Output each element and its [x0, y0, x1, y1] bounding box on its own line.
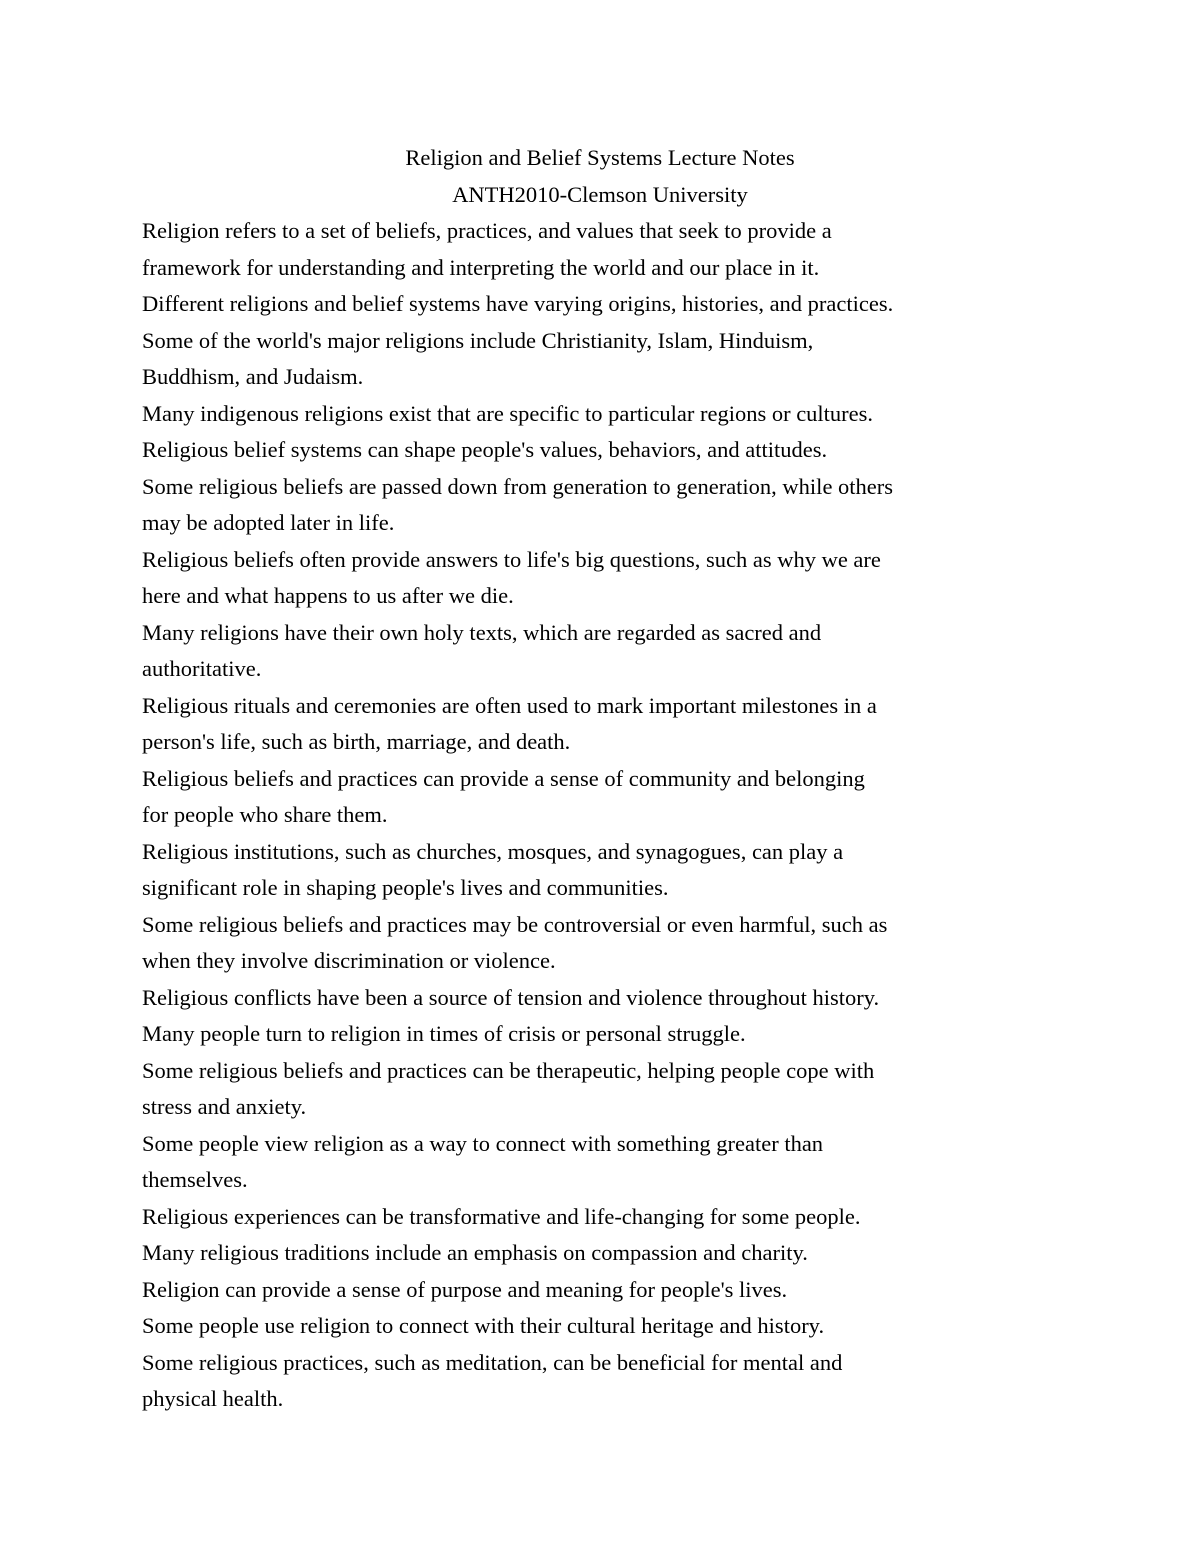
text-line: Many people turn to religion in times of crisis or personal struggle.	[142, 1021, 746, 1046]
text-line: Many indigenous religions exist that are specific to particular regions or cultures.	[142, 400, 874, 426]
text-line: Religious rituals and ceremonies are often used to mark important milestones in a	[142, 692, 877, 718]
text-line: framework for understanding and interpreting the world and our place in it.	[142, 254, 820, 280]
text-line: here and what happens to us after we die.	[142, 583, 514, 608]
text-line: Religious belief systems can shape people's values, behaviors, and attitudes.	[142, 437, 828, 462]
text-line: Many religious traditions include an emphasis on compassion and charity.	[142, 1240, 808, 1265]
text-line: Religious institutions, such as churches, mosques, and synagogues, can play a	[142, 838, 844, 864]
text-line: Some religious beliefs and practices can be therapeutic, helping people cope with	[142, 1057, 875, 1083]
text-line: Some people use religion to connect with their cultural heritage and history.	[142, 1313, 825, 1338]
document-title: Religion and Belief Systems Lecture Notes	[405, 145, 795, 170]
text-line: significant role in shaping people's lives and communities.	[142, 875, 669, 900]
text-line: Some of the world's major religions include Christianity, Islam, Hinduism,	[142, 327, 814, 353]
text-line: Religious experiences can be transformative and life-changing for some people.	[142, 1203, 861, 1229]
text-line: Some people view religion as a way to connect with something greater than	[142, 1130, 824, 1156]
text-line: Many religions have their own holy texts, which are regarded as sacred and	[142, 619, 822, 645]
text-line: authoritative.	[142, 656, 262, 681]
document-content	[142, 140, 1072, 1418]
text-line: Some religious practices, such as meditation, can be beneficial for mental and	[142, 1349, 843, 1375]
text-line: may be adopted later in life.	[142, 510, 395, 535]
text-line: Religious conflicts have been a source of tension and violence throughout history.	[142, 984, 880, 1010]
text-line: themselves.	[142, 1167, 248, 1192]
document-subtitle: ANTH2010-Clemson University	[452, 181, 748, 207]
text-line: stress and anxiety.	[142, 1094, 307, 1119]
text-line: physical health.	[142, 1386, 284, 1411]
text-line: Some religious beliefs and practices may be controversial or even harmful, such as	[142, 911, 888, 937]
document-header	[0, 140, 1200, 213]
text-line: Buddhism, and Judaism.	[142, 364, 364, 389]
text-line: Religious beliefs often provide answers to life's big questions, such as why we are	[142, 546, 881, 572]
text-line: when they involve discrimination or violence.	[142, 948, 556, 973]
text-line: Religion can provide a sense of purpose and meaning for people's lives.	[142, 1276, 788, 1302]
text-line: Some religious beliefs are passed down from generation to generation, while others	[142, 473, 894, 499]
document-body	[142, 213, 1072, 1418]
text-line: Religious beliefs and practices can provide a sense of community and belonging	[142, 765, 865, 791]
text-line: Different religions and belief systems have varying origins, histories, and practices.	[142, 291, 894, 316]
text-line: for people who share them.	[142, 802, 388, 827]
text-line: Religion refers to a set of beliefs, practices, and values that seek to provide a	[142, 218, 832, 243]
text-line: person's life, such as birth, marriage, and death.	[142, 729, 571, 754]
